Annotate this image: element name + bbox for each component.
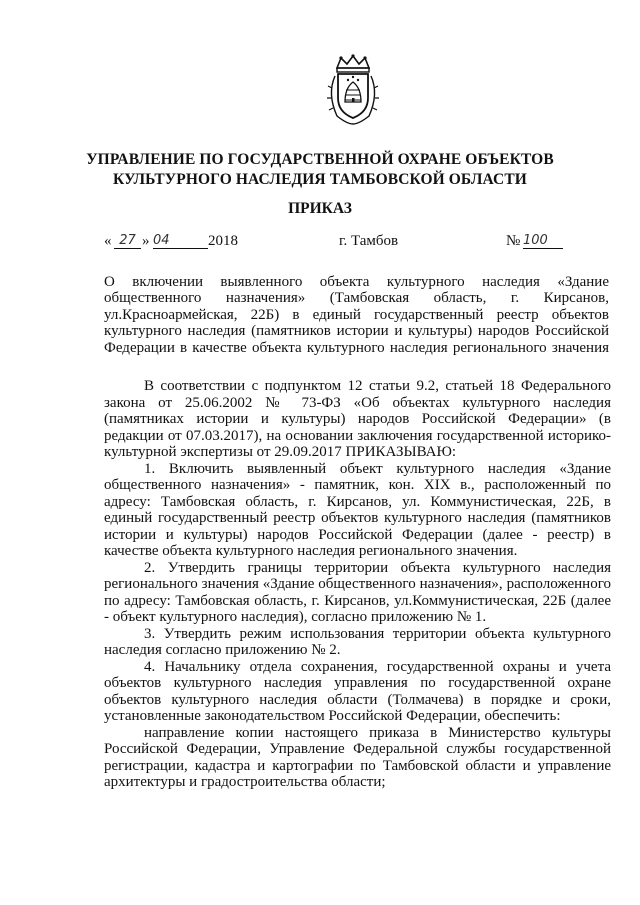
document-type: ПРИКАЗ (288, 200, 352, 217)
tambov-coat-of-arms-icon (323, 54, 383, 128)
organization-name (0, 150, 640, 190)
number-sign: № (506, 233, 521, 249)
preamble: В соответствии с подпунктом 12 статьи 9.2, статьей 18 Федерального закона от 25.06.2002 № 73-ФЗ «Об объектах культурного наследия (памятниках истории и культуры) народов Российской Федерации» (в редакции от 07.03.2017), на основании заключения государственной историко-культурной экспертизы от 29.09.2017 ПРИКАЗЫВАЮ: (104, 378, 611, 460)
date-day: 27 (114, 233, 141, 249)
document-number: 100 (523, 233, 563, 249)
date-year: 2018 (208, 233, 238, 249)
order-body (104, 378, 611, 791)
date-line (0, 233, 640, 257)
close-quote: » (142, 233, 150, 249)
order-item-4a: направление копии настоящего приказа в Министерство культуры Российской Федерации, Управление Федеральной службы государственной регистрации, кадастра и картографии по Тамбовской области и управление архитектуры и градостроительства области; (104, 724, 611, 790)
open-quote: « (104, 233, 112, 249)
order-item-2: 2. Утвердить границы территории объекта культурного наследия регионального значения «Здание общественного назначения», расположенного по адресу: Тамбовская область, г. Кирсанов, ул.Коммунистическая, 22Б (далее - объект культурного наследия), согласно приложению № 1. (104, 559, 611, 625)
org-line-2: КУЛЬТУРНОГО НАСЛЕДИЯ ТАМБОВСКОЙ ОБЛАСТИ (113, 171, 527, 188)
order-item-3: 3. Утвердить режим использования территории объекта культурного наследия согласно приложению № 2. (104, 625, 611, 658)
date-month: 04 (153, 233, 208, 249)
org-line-1: УПРАВЛЕНИЕ ПО ГОСУДАРСТВЕННОЙ ОХРАНЕ ОБЪЕКТОВ (86, 151, 554, 168)
order-item-1: 1. Включить выявленный объект культурного наследия «Здание общественного назначения» - памятник, кон. XIX в., расположенный по адресу: Тамбовская область, г. Кирсанов, ул. Коммунистическая, 22Б, в единый государственный реестр объектов культурного наследия (памятников истории и культуры) народов Российской Федерации (далее - реестр) в качестве объекта культурного наследия регионального значения. (104, 460, 611, 559)
city: г. Тамбов (339, 233, 399, 249)
order-item-4: 4. Начальнику отдела сохранения, государственной охраны и учета объектов культурного наследия управления по государственной охране объектов культурного наследия области (Толмачева) в порядке и сроки, установленные законодательством Российской Федерации, обеспечить: (104, 658, 611, 724)
order-subject: О включении выявленного объекта культурного наследия «Здание общественного назначения» (Тамбовская область, г. Кирсанов, ул.Красноармейская, 22Б) в единый государственный реестр объектов культурного наследия (памятников истории и культуры) народов Российской Федерации в качестве объекта культурного наследия регионального значения (104, 274, 609, 356)
